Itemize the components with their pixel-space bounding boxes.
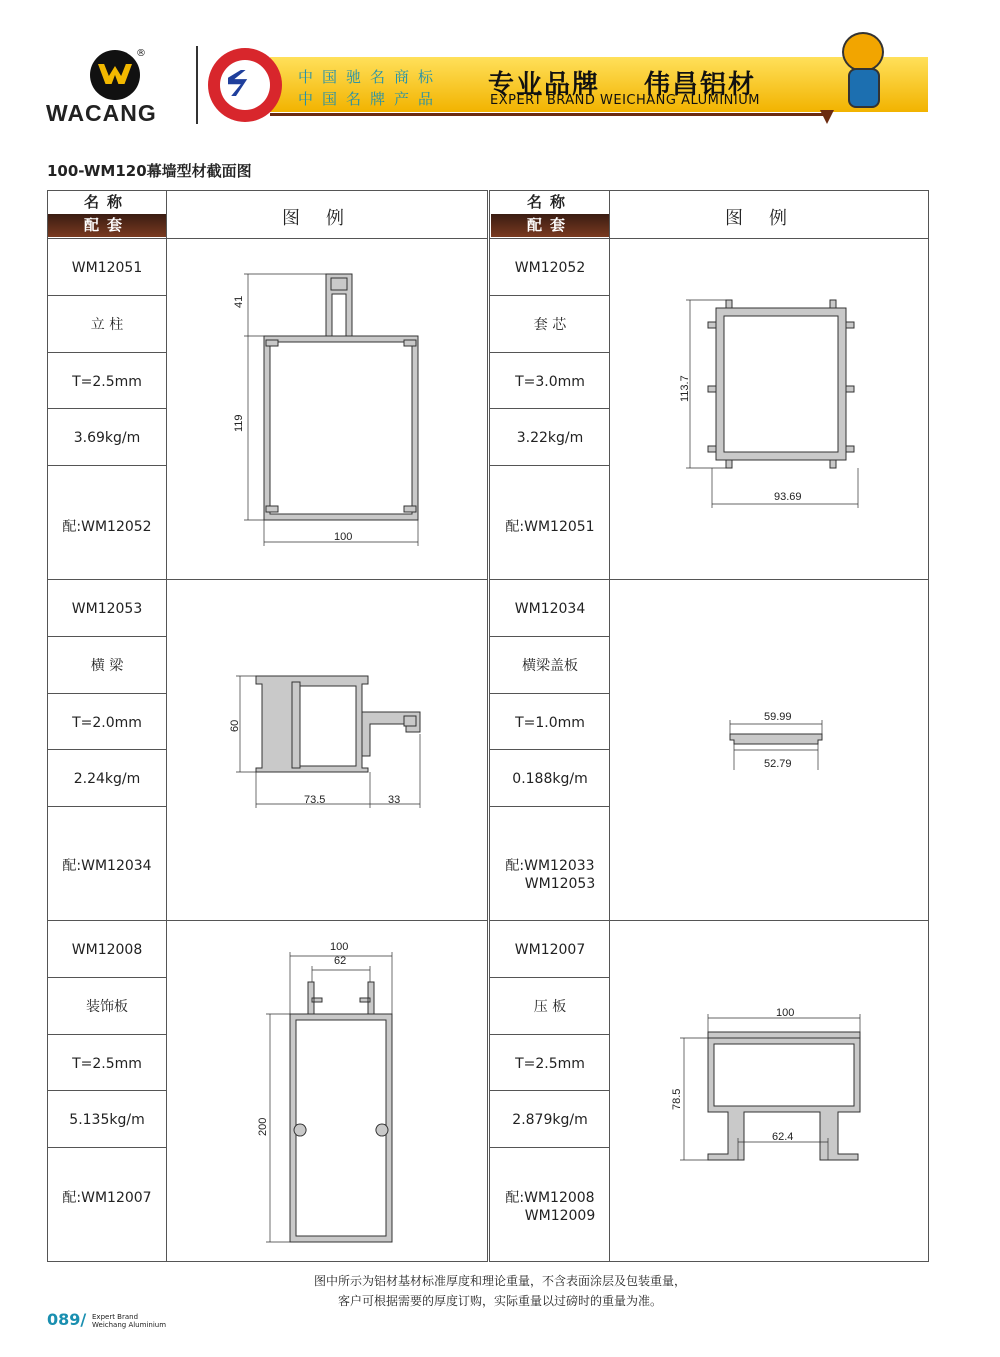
- header-pei-left: 配套: [48, 214, 166, 237]
- profile-thickness: T=2.5mm: [515, 1056, 585, 1072]
- dim-label: 59.99: [764, 711, 792, 723]
- profile-code: WM12051: [71, 260, 143, 276]
- profile-thickness: T=1.0mm: [515, 715, 585, 731]
- header-figure-right: 图例: [725, 208, 813, 229]
- profile-match: [491, 857, 609, 893]
- registered-mark: ®: [136, 48, 146, 59]
- profile-thickness: T=2.5mm: [72, 374, 142, 390]
- profile-drawing-wm12007: [664, 1004, 874, 1164]
- slogan-english: EXPERT BRAND WEICHANG ALUMINIUM: [490, 93, 760, 108]
- cell-divider: [490, 693, 609, 694]
- profile-name: 压 板: [533, 999, 567, 1015]
- dim-label: 52.79: [764, 758, 792, 770]
- table-center-gap: [487, 190, 490, 1262]
- profile-weight: 5.135kg/m: [69, 1112, 145, 1128]
- profile-match: 配:WM12052: [62, 519, 152, 535]
- section-divider: [47, 920, 487, 921]
- profile-drawing-wm12008: [252, 938, 412, 1248]
- profile-weight: 3.69kg/m: [73, 430, 141, 446]
- match-line-1: 配:WM12033: [505, 858, 595, 874]
- cell-divider: [47, 352, 166, 353]
- profile-weight: 3.22kg/m: [516, 430, 584, 446]
- footer-note-1: 图中所示为铝材基材标准厚度和理论重量，不含表面涂层及包装重量，: [313, 1274, 686, 1288]
- profile-drawing-wm12051: [230, 268, 430, 548]
- wacang-logo-icon: [90, 50, 140, 100]
- cell-divider: [47, 1090, 166, 1091]
- cell-divider: [47, 408, 166, 409]
- honor-line-1: 中国驰名商标: [298, 68, 443, 86]
- row-divider: [490, 238, 929, 239]
- header-figure-left: 图例: [282, 208, 370, 229]
- profile-name: 横 梁: [90, 658, 124, 674]
- cell-divider: [490, 1034, 609, 1035]
- profile-thickness: T=2.5mm: [72, 1056, 142, 1072]
- profile-name: 套 芯: [533, 317, 567, 333]
- match-line-2: WM12053: [524, 876, 596, 892]
- column-divider: [166, 190, 167, 1262]
- dim-label: 100: [334, 531, 353, 543]
- profile-thickness: T=2.0mm: [72, 715, 142, 731]
- cell-divider: [47, 1147, 166, 1148]
- section-divider: [490, 579, 929, 580]
- footer-note-2: 客户可根据需要的厚度订购，实际重量以过磅时的重量为准。: [337, 1294, 662, 1308]
- dim-label: 41: [233, 295, 245, 308]
- profile-weight: 0.188kg/m: [512, 771, 588, 787]
- dim-label: 113.7: [679, 375, 691, 402]
- honor-line-2: 中国名牌产品: [298, 90, 443, 108]
- cell-divider: [47, 806, 166, 807]
- profile-match: 配:WM12051: [505, 519, 595, 535]
- cell-divider: [47, 636, 166, 637]
- profile-name: 立 柱: [90, 317, 124, 333]
- page-header: [0, 0, 1000, 140]
- header-name-left: 名称: [48, 191, 166, 214]
- brand-name: WACANG: [46, 100, 157, 126]
- cell-divider: [490, 408, 609, 409]
- profile-match: [491, 1189, 609, 1225]
- profile-code: WM12008: [71, 942, 143, 958]
- match-line-1: 配:WM12008: [505, 1190, 595, 1206]
- profile-match: 配:WM12034: [62, 858, 152, 874]
- profile-name: 装饰板: [86, 999, 128, 1015]
- profile-weight: 2.24kg/m: [73, 771, 141, 787]
- cell-divider: [490, 749, 609, 750]
- cell-divider: [490, 977, 609, 978]
- cell-divider: [490, 636, 609, 637]
- cell-divider: [490, 1147, 609, 1148]
- profile-drawing-wm12034: [718, 706, 838, 776]
- dim-label: 119: [233, 414, 245, 432]
- profile-drawing-wm12053: [230, 672, 430, 812]
- cell-divider: [490, 352, 609, 353]
- cell-divider: [490, 806, 609, 807]
- match-line-2: WM12009: [524, 1208, 596, 1224]
- honor-text: [298, 66, 442, 110]
- page-number: 089/: [47, 1310, 87, 1329]
- dim-label: 100: [330, 941, 349, 953]
- dim-label: 62: [334, 955, 347, 967]
- column-divider: [609, 190, 610, 1262]
- cell-divider: [47, 693, 166, 694]
- slogan-b: 伟昌铝材: [644, 70, 757, 100]
- row-divider: [47, 238, 487, 239]
- dim-label: 60: [229, 719, 241, 732]
- profile-match: 配:WM12007: [62, 1190, 152, 1206]
- header-divider: [196, 46, 198, 124]
- tiger-mascot-icon: [838, 32, 888, 106]
- profile-code: WM12007: [514, 942, 586, 958]
- cell-divider: [490, 1090, 609, 1091]
- page-brand-en: [92, 1313, 166, 1329]
- dim-label: 33: [388, 794, 401, 806]
- china-top-brand-seal-icon: [208, 48, 282, 122]
- dim-label: 78.5: [671, 1088, 683, 1110]
- profile-name: 横梁盖板: [522, 658, 578, 674]
- profile-weight: 2.879kg/m: [512, 1112, 588, 1128]
- cell-divider: [47, 295, 166, 296]
- slogan-a: 专业品牌: [488, 70, 601, 100]
- page-brand-en-2: Weichang Aluminium: [92, 1321, 167, 1329]
- slogan-underline: [270, 113, 830, 116]
- profile-code: WM12052: [514, 260, 586, 276]
- dim-label: 62.4: [772, 1131, 794, 1143]
- dim-label: 73.5: [304, 794, 326, 806]
- section-divider: [490, 920, 929, 921]
- profile-drawing-wm12052: [676, 296, 866, 511]
- dim-label: 93.69: [774, 491, 802, 503]
- cell-divider: [47, 749, 166, 750]
- slogan-tip: [820, 110, 834, 124]
- cell-divider: [490, 295, 609, 296]
- header-pei-right: 配套: [491, 214, 609, 237]
- header-name-right: 名称: [491, 191, 609, 214]
- cell-divider: [47, 465, 166, 466]
- section-divider: [47, 579, 487, 580]
- cell-divider: [47, 977, 166, 978]
- dim-label: 100: [776, 1007, 795, 1019]
- page-brand-en-1: Expert Brand: [92, 1313, 139, 1321]
- cell-divider: [490, 465, 609, 466]
- cell-divider: [47, 1034, 166, 1035]
- profile-thickness: T=3.0mm: [515, 374, 585, 390]
- dim-label: 200: [257, 1117, 269, 1136]
- page-title: 100-WM120幕墙型材截面图: [47, 162, 252, 180]
- profile-code: WM12034: [514, 601, 586, 617]
- profile-code: WM12053: [71, 601, 143, 617]
